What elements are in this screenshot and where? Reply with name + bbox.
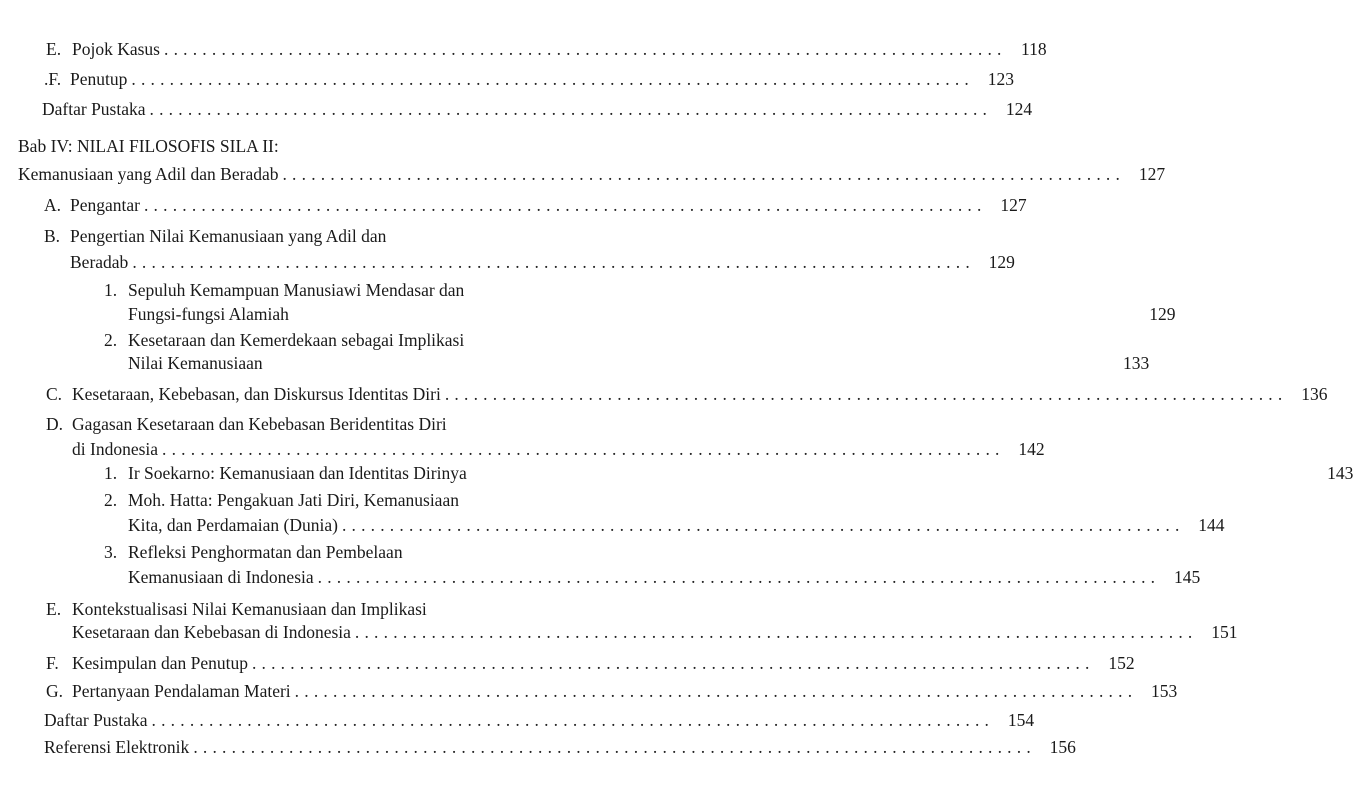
toc-entry-kesetaraan-kemerdekaan-line1[interactable] bbox=[104, 329, 560, 351]
entry-title-continued: Nilai Kemanusiaan bbox=[128, 353, 263, 373]
page-number: 129 bbox=[1149, 304, 1176, 324]
entry-label: 1. bbox=[104, 463, 118, 483]
entry-label: A. bbox=[44, 195, 62, 215]
entry-label: E. bbox=[46, 39, 62, 59]
page-number: 145 bbox=[1174, 567, 1201, 587]
leader-dots: ........................................................................................ bbox=[251, 653, 1095, 673]
entry-label: C. bbox=[46, 384, 63, 404]
toc-entry-kontekstualisasi-line1[interactable] bbox=[46, 598, 560, 620]
page-number: 154 bbox=[1007, 710, 1035, 730]
page-number: 156 bbox=[1049, 737, 1076, 757]
toc-entry-sepuluh-kemampuan[interactable] bbox=[128, 303, 1176, 325]
page-number: 152 bbox=[1108, 653, 1135, 673]
page-number: 153 bbox=[1151, 681, 1178, 701]
entry-title: Ir Soekarno: Kemanusiaan dan Identitas Dirinya bbox=[128, 463, 467, 483]
entry-title-continued: Fungsi-fungsi Alamiah bbox=[128, 304, 289, 324]
entry-title-continued: Kita, dan Perdamaian (Dunia) bbox=[128, 515, 338, 535]
leader-dots: ........................................................................................ bbox=[294, 681, 1138, 701]
chapter-heading[interactable] bbox=[18, 135, 560, 157]
page-number: 123 bbox=[987, 69, 1014, 89]
leader-dots: ........................................................................................ bbox=[149, 99, 993, 119]
entry-label: F. bbox=[46, 653, 59, 673]
toc-entry-soekarno[interactable] bbox=[104, 462, 1353, 484]
page-number: 127 bbox=[1138, 164, 1166, 184]
toc-entry-diskursus-identitas[interactable] bbox=[46, 383, 1328, 405]
toc-entry-gagasan[interactable] bbox=[72, 438, 1045, 460]
leader-dots: ........................................................................................ bbox=[444, 384, 1288, 404]
leader-dots: ........................................................................................ bbox=[354, 622, 1198, 642]
entry-title: Pengantar bbox=[70, 195, 140, 215]
toc-entry-kontekstualisasi[interactable] bbox=[72, 621, 1238, 643]
entry-title: Penutup bbox=[70, 69, 128, 89]
entry-label: 1. bbox=[104, 280, 118, 300]
toc-entry-hatta[interactable] bbox=[128, 514, 1225, 536]
entry-title: Pojok Kasus bbox=[72, 39, 160, 59]
page-number: 127 bbox=[1000, 195, 1027, 215]
entry-title: Gagasan Kesetaraan dan Kebebasan Beridentitas Diri bbox=[72, 414, 447, 434]
leader-dots: ........................................................................................ bbox=[132, 252, 975, 272]
leader-dots: ........................................................................................ bbox=[131, 69, 974, 89]
entry-title: Daftar Pustaka bbox=[42, 99, 146, 119]
leader-dots: ........................................................................................ bbox=[164, 39, 1007, 59]
toc-entry-pengertian-line1[interactable] bbox=[44, 225, 560, 247]
leader-dots: ........................................................................................ bbox=[317, 567, 1161, 587]
page-number: 151 bbox=[1211, 622, 1238, 642]
entry-title: Kontekstualisasi Nilai Kemanusiaan dan Implikasi bbox=[72, 599, 427, 619]
toc-entry-referensi-elektronik[interactable] bbox=[44, 736, 1076, 758]
entry-label: G. bbox=[46, 681, 64, 701]
leader-dots: ........................................................................................ bbox=[193, 737, 1036, 757]
page-number: 142 bbox=[1018, 439, 1045, 459]
entry-title: Refleksi Penghormatan dan Pembelaan bbox=[128, 542, 403, 562]
entry-label: D. bbox=[46, 414, 64, 434]
page-number: 133 bbox=[1122, 353, 1150, 373]
entry-label: 2. bbox=[104, 490, 118, 510]
entry-title: Kesetaraan, Kebebasan, dan Diskursus Identitas Diri bbox=[72, 384, 441, 404]
toc-entry-pertanyaan[interactable] bbox=[46, 680, 1178, 702]
leader-dots: ........................................................................................ bbox=[282, 164, 1126, 184]
leader-dots: ........................................................................................ bbox=[341, 515, 1185, 535]
toc-entry-kesetaraan-kemerdekaan[interactable] bbox=[128, 352, 1150, 374]
entry-title: Pertanyaan Pendalaman Materi bbox=[72, 681, 291, 701]
entry-title: Pengertian Nilai Kemanusiaan yang Adil dan bbox=[70, 226, 387, 246]
page-number: 136 bbox=[1301, 384, 1328, 404]
entry-title-continued: Kemanusiaan di Indonesia bbox=[128, 567, 314, 587]
toc-entry-hatta-line1[interactable] bbox=[104, 489, 560, 511]
entry-label: B. bbox=[44, 226, 61, 246]
toc-entry-sepuluh-kemampuan-line1[interactable] bbox=[104, 279, 560, 301]
chapter-title-line1: Bab IV: NILAI FILOSOFIS SILA II: bbox=[18, 136, 279, 156]
toc-entry-kesimpulan[interactable] bbox=[46, 652, 1135, 674]
toc-entry-pengertian[interactable] bbox=[70, 251, 1015, 273]
toc-entry-refleksi-line1[interactable] bbox=[104, 541, 560, 563]
leader-dots: ........................................................................................ bbox=[162, 439, 1005, 459]
entry-title: Referensi Elektronik bbox=[44, 737, 190, 757]
entry-label: .F. bbox=[44, 69, 62, 89]
entry-label: 2. bbox=[104, 330, 118, 350]
toc-entry-daftar-pustaka-2[interactable] bbox=[44, 709, 1035, 731]
entry-label: E. bbox=[46, 599, 62, 619]
entry-title-continued: di Indonesia bbox=[72, 439, 159, 459]
entry-title-continued: Beradab bbox=[70, 252, 129, 272]
toc-entry-pojok-kasus[interactable] bbox=[46, 38, 1047, 60]
entry-title: Kesimpulan dan Penutup bbox=[72, 653, 248, 673]
toc-entry-refleksi[interactable] bbox=[128, 566, 1201, 588]
entry-title: Kesetaraan dan Kemerdekaan sebagai Implikasi bbox=[128, 330, 465, 350]
leader-dots: ........................................................................................ bbox=[151, 710, 995, 730]
entry-title-continued: Kesetaraan dan Kebebasan di Indonesia bbox=[72, 622, 351, 642]
entry-title: Daftar Pustaka bbox=[44, 710, 148, 730]
page-number: 144 bbox=[1198, 515, 1225, 535]
toc-entry-gagasan-line1[interactable] bbox=[46, 413, 560, 435]
toc-entry-daftar-pustaka[interactable] bbox=[42, 98, 1033, 120]
toc-entry-penutup[interactable] bbox=[44, 68, 1014, 90]
page-number: 124 bbox=[1005, 99, 1033, 119]
chapter-title-line2: Kemanusiaan yang Adil dan Beradab bbox=[18, 164, 279, 184]
page-number: 129 bbox=[988, 252, 1015, 272]
page-number: 143 bbox=[1327, 463, 1353, 483]
entry-title: Moh. Hatta: Pengakuan Jati Diri, Kemanusiaan bbox=[128, 490, 459, 510]
leader-dots: ........................................................................................ bbox=[143, 195, 987, 215]
toc-entry-pengantar[interactable] bbox=[44, 194, 1027, 216]
entry-label: 3. bbox=[104, 542, 118, 562]
toc-entry-chapter-4[interactable] bbox=[18, 163, 1166, 185]
entry-title: Sepuluh Kemampuan Manusiawi Mendasar dan bbox=[128, 280, 465, 300]
page-number: 118 bbox=[1021, 39, 1047, 59]
